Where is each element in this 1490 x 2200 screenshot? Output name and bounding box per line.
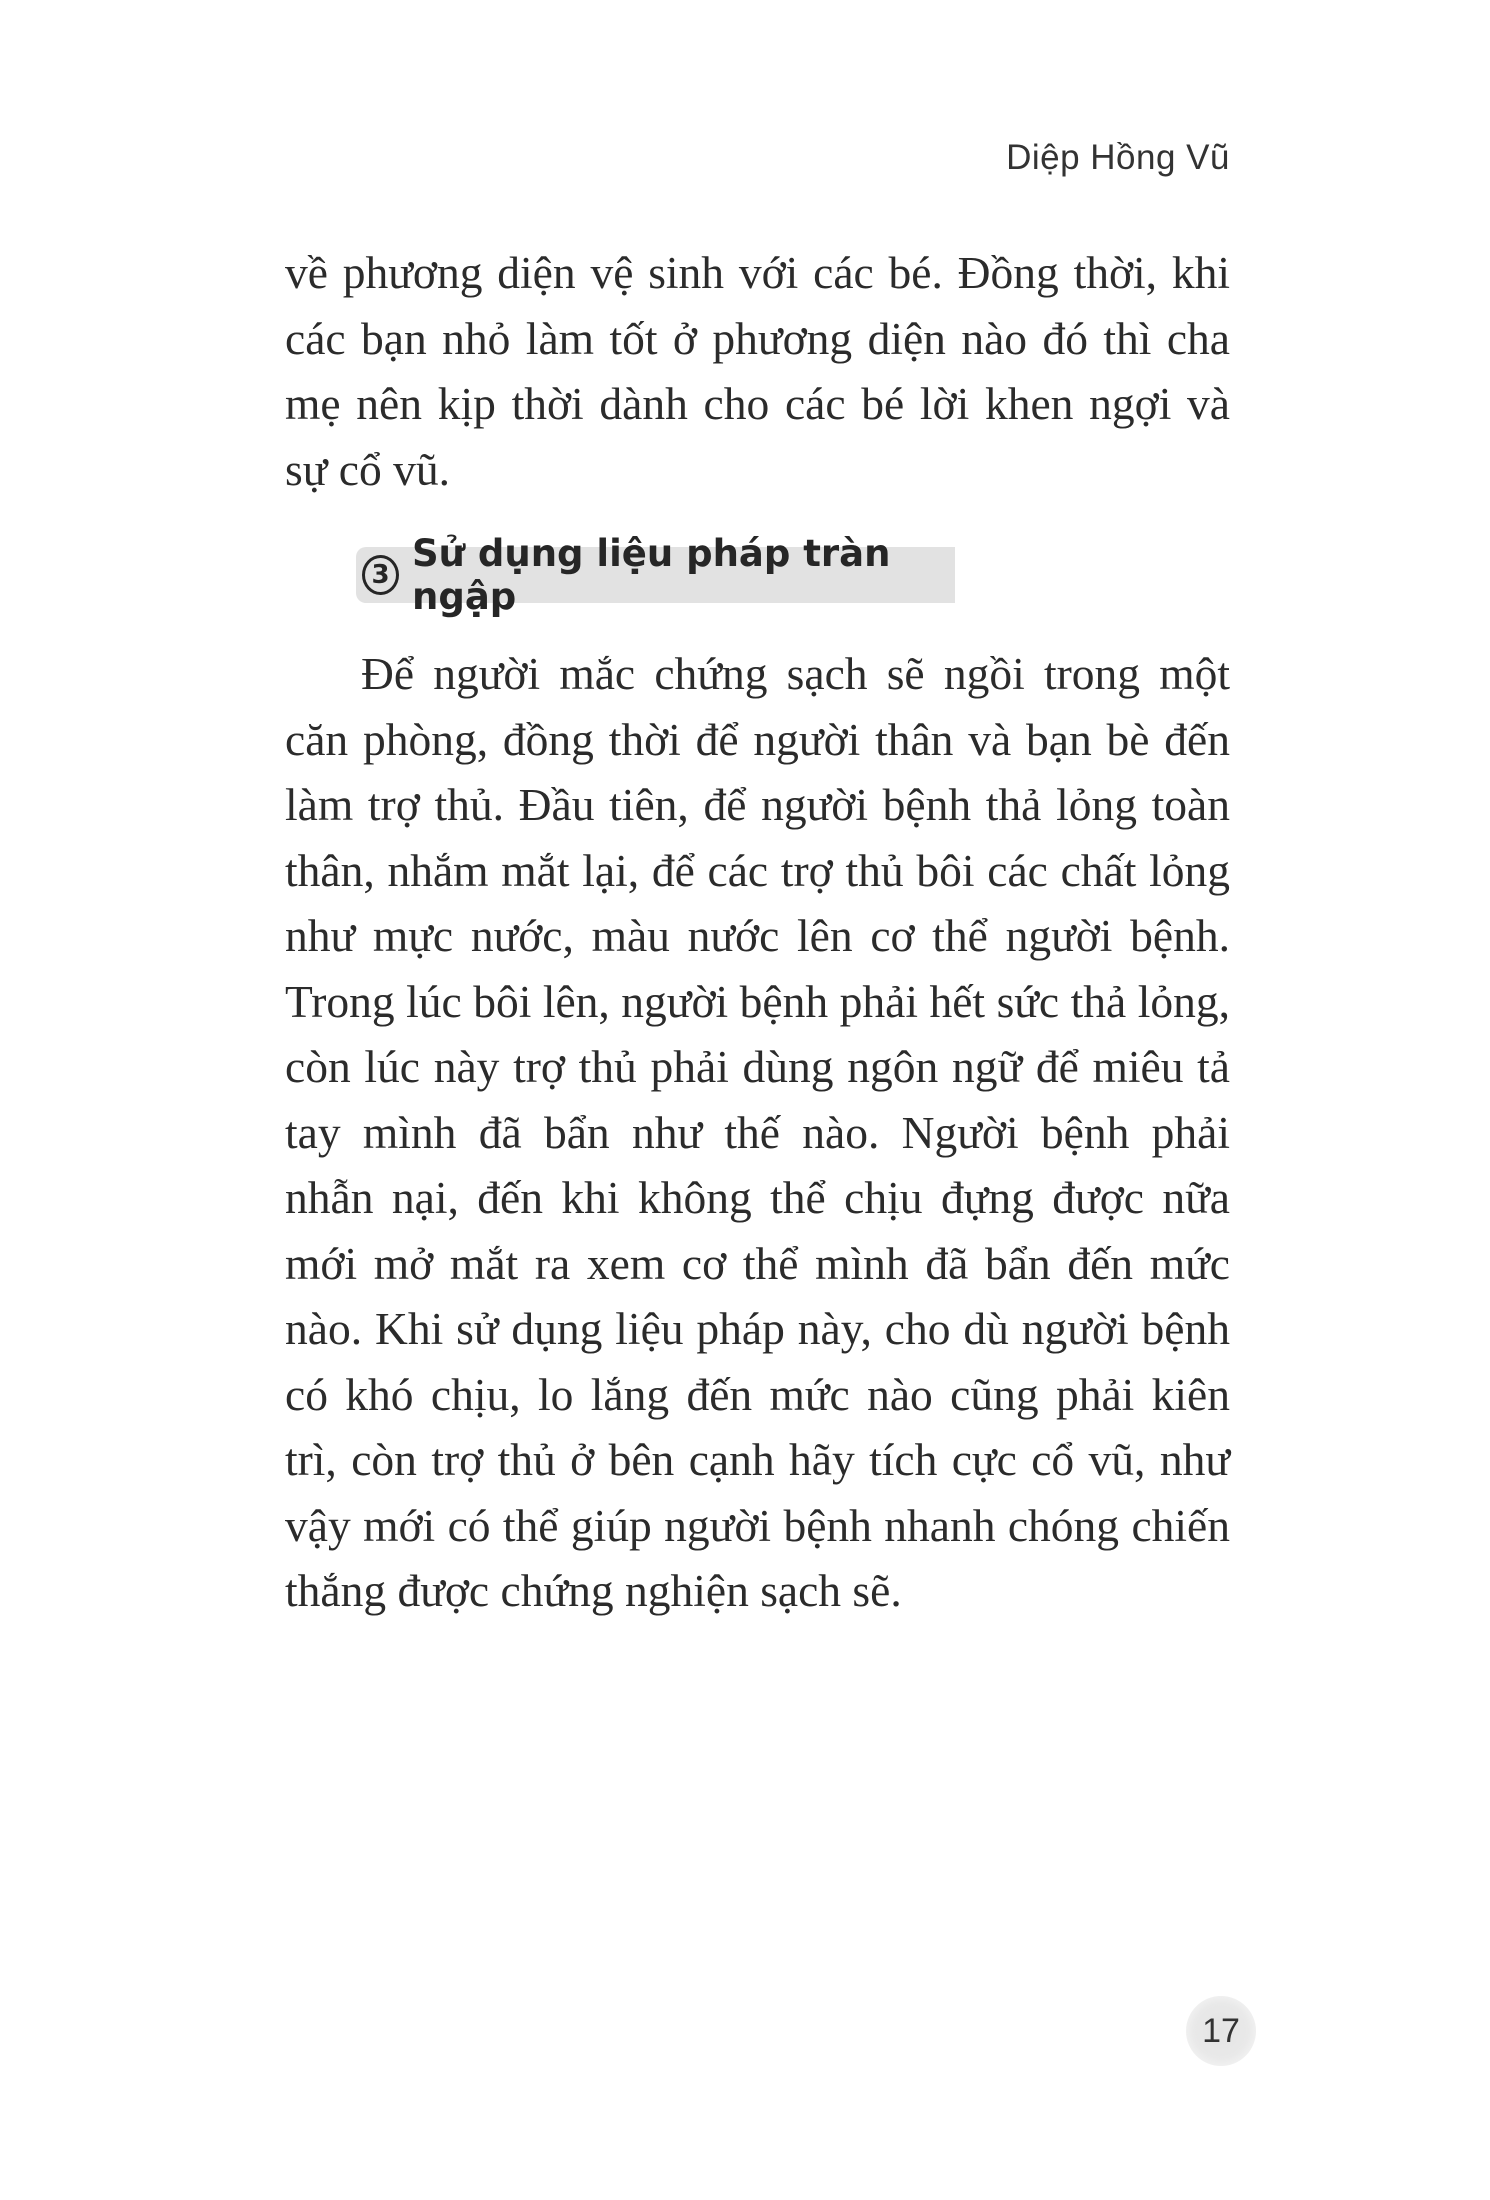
body-paragraph-2: Để người mắc chứng sạch sẽ ngồi trong một căn phòng, đồng thời để người thân và bạn bè đến làm trợ thủ. Đầu tiên, để người bệnh thả lỏng toàn thân, nhắm mắt lại, để các trợ thủ bôi các chất lỏng như mực nước, màu nước lên cơ thể người bệnh. Trong lúc bôi lên, người bệnh phải hết sức thả lỏng, còn lúc này trợ thủ phải dùng ngôn ngữ để miêu tả tay mình đã bẩn như thế nào. Người bệnh phải nhẫn nại, đến khi không thể chịu đựng được nữa mới mở mắt ra xem cơ thể mình đã bẩn đến mức nào. Khi sử dụng liệu pháp này, cho dù người bệnh có khó chịu, lo lắng đến mức nào cũng phải kiên trì, còn trợ thủ ở bên cạnh hãy tích cực cổ vũ, như vậy mới có thể giúp người bệnh nhanh chóng chiến thắng được chứng nghiện sạch sẽ. [285,648,1230,1616]
section-number-circle: 3 [362,555,399,595]
running-header-author: Diệp Hồng Vũ [1006,138,1230,177]
page-number: 17 [1202,2011,1240,2050]
body-paragraph-1: về phương diện vệ sinh với các bé. Đồng thời, khi các bạn nhỏ làm tốt ở phương diện nào đó thì cha mẹ nên kịp thời dành cho các bé lời khen ngợi và sự cổ vũ. [285,247,1230,495]
section-heading [356,532,955,618]
page-number-badge [1186,1996,1256,2066]
section-title: Sử dụng liệu pháp tràn ngập [412,532,891,618]
